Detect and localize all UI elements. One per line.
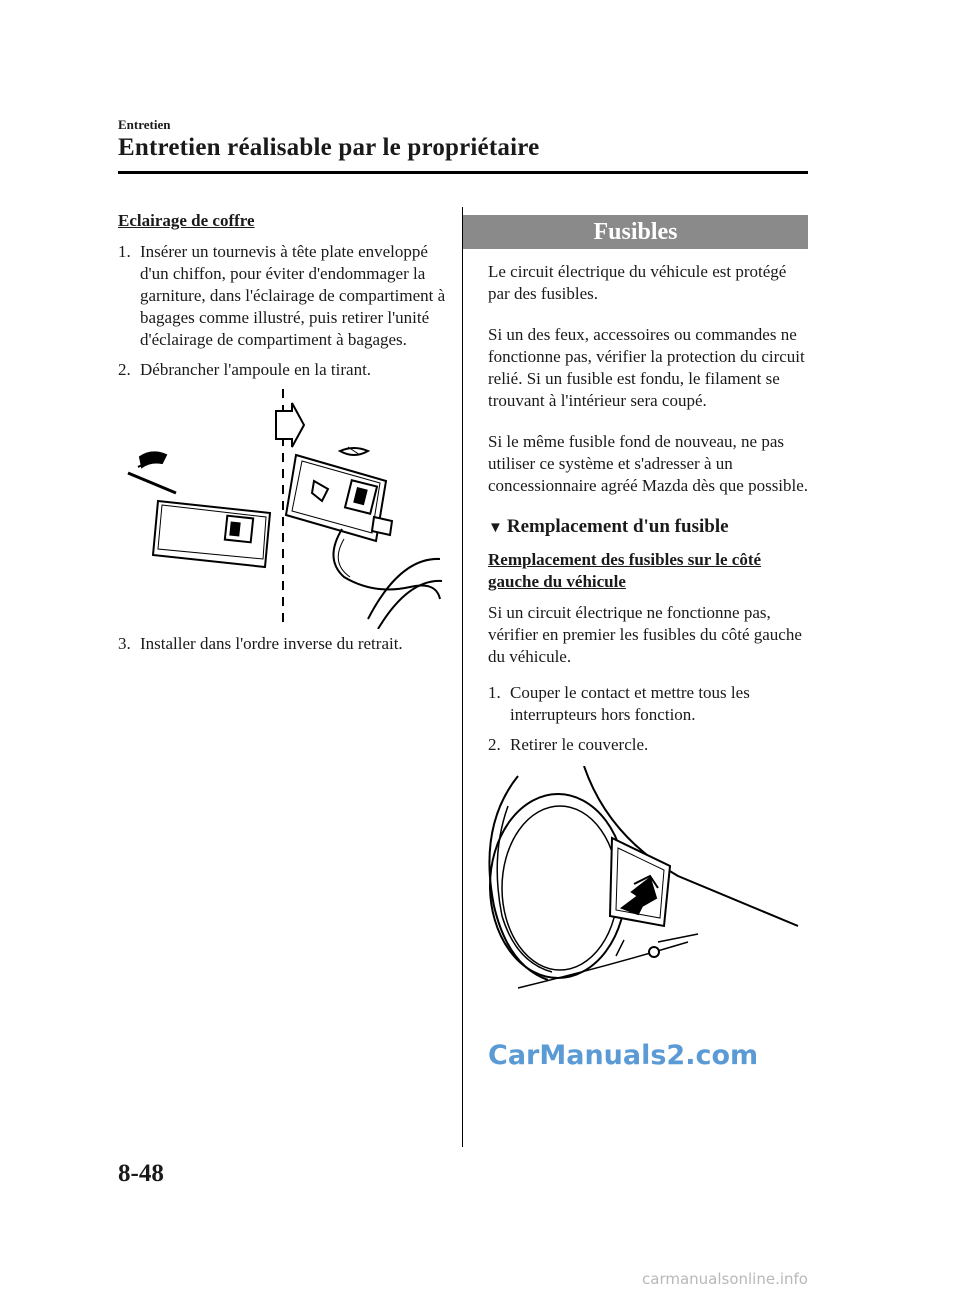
step-number: 2. xyxy=(118,360,131,379)
step-text: Débrancher l'ampoule en la tirant. xyxy=(140,360,372,379)
page-title: Entretien réalisable par le propriétaire xyxy=(118,134,540,161)
right-step-1 xyxy=(488,682,810,726)
step-text: Insérer un tournevis à tête plate enveloppé d'un chiffon, pour éviter d'endommager la garniture, dans l'éclairage de compartiment à bagages comme illustré, puis retirer l'unité d'éclairage de compartiment à bagages. xyxy=(140,242,446,349)
step-number: 1. xyxy=(488,683,501,702)
watermark: CarManuals2.com xyxy=(488,1040,759,1071)
step-text: Couper le contact et mettre tous les interrupteurs hors fonction. xyxy=(510,683,750,724)
left-side-intro: Si un circuit électrique ne fonctionne pas, vérifier en premier les fusibles du côté gauche du véhicule. xyxy=(488,603,802,666)
step-number: 2. xyxy=(488,735,501,754)
right-column xyxy=(488,215,810,996)
right-step-2 xyxy=(488,734,810,756)
column-divider xyxy=(462,207,463,1147)
trunk-light-subhead: Eclairage de coffre xyxy=(118,211,255,230)
step-3 xyxy=(118,633,448,655)
trunk-light-illustration xyxy=(118,389,448,629)
page-number: 8-48 xyxy=(118,1160,164,1187)
left-column xyxy=(118,210,448,663)
fuses-banner: Fusibles xyxy=(463,215,808,249)
step-2 xyxy=(118,359,448,381)
step-number: 1. xyxy=(118,242,131,261)
fuses-paragraph-1: Le circuit électrique du véhicule est protégé par des fusibles. xyxy=(488,262,787,303)
section-label: Entretien xyxy=(118,117,171,132)
left-side-fuses-subhead: Remplacement des fusibles sur le côté gauche du véhicule xyxy=(488,550,762,591)
fuse-replacement-heading xyxy=(488,516,810,539)
fuses-paragraph-2: Si un des feux, accessoires ou commandes ne fonctionne pas, vérifier la protection du circuit relié. Si un fusible est fondu, le filament se trouvant à l'intérieur sera coupé. xyxy=(488,325,805,410)
fuses-paragraph-3: Si le même fusible fond de nouveau, ne pas utiliser ce système et s'adresser à un concessionnaire agréé Mazda dès que possible. xyxy=(488,432,809,495)
footer-site: carmanualsonline.info xyxy=(642,1270,808,1288)
title-rule xyxy=(118,171,808,174)
step-number: 3. xyxy=(118,634,131,653)
triangle-down-icon: ▼ xyxy=(488,520,503,536)
step-text: Installer dans l'ordre inverse du retrait. xyxy=(140,634,403,653)
step-text: Retirer le couvercle. xyxy=(510,735,649,754)
fuse-cover-illustration xyxy=(488,766,810,996)
fuse-replacement-title: Remplacement d'un fusible xyxy=(506,516,729,537)
step-1 xyxy=(118,241,448,351)
